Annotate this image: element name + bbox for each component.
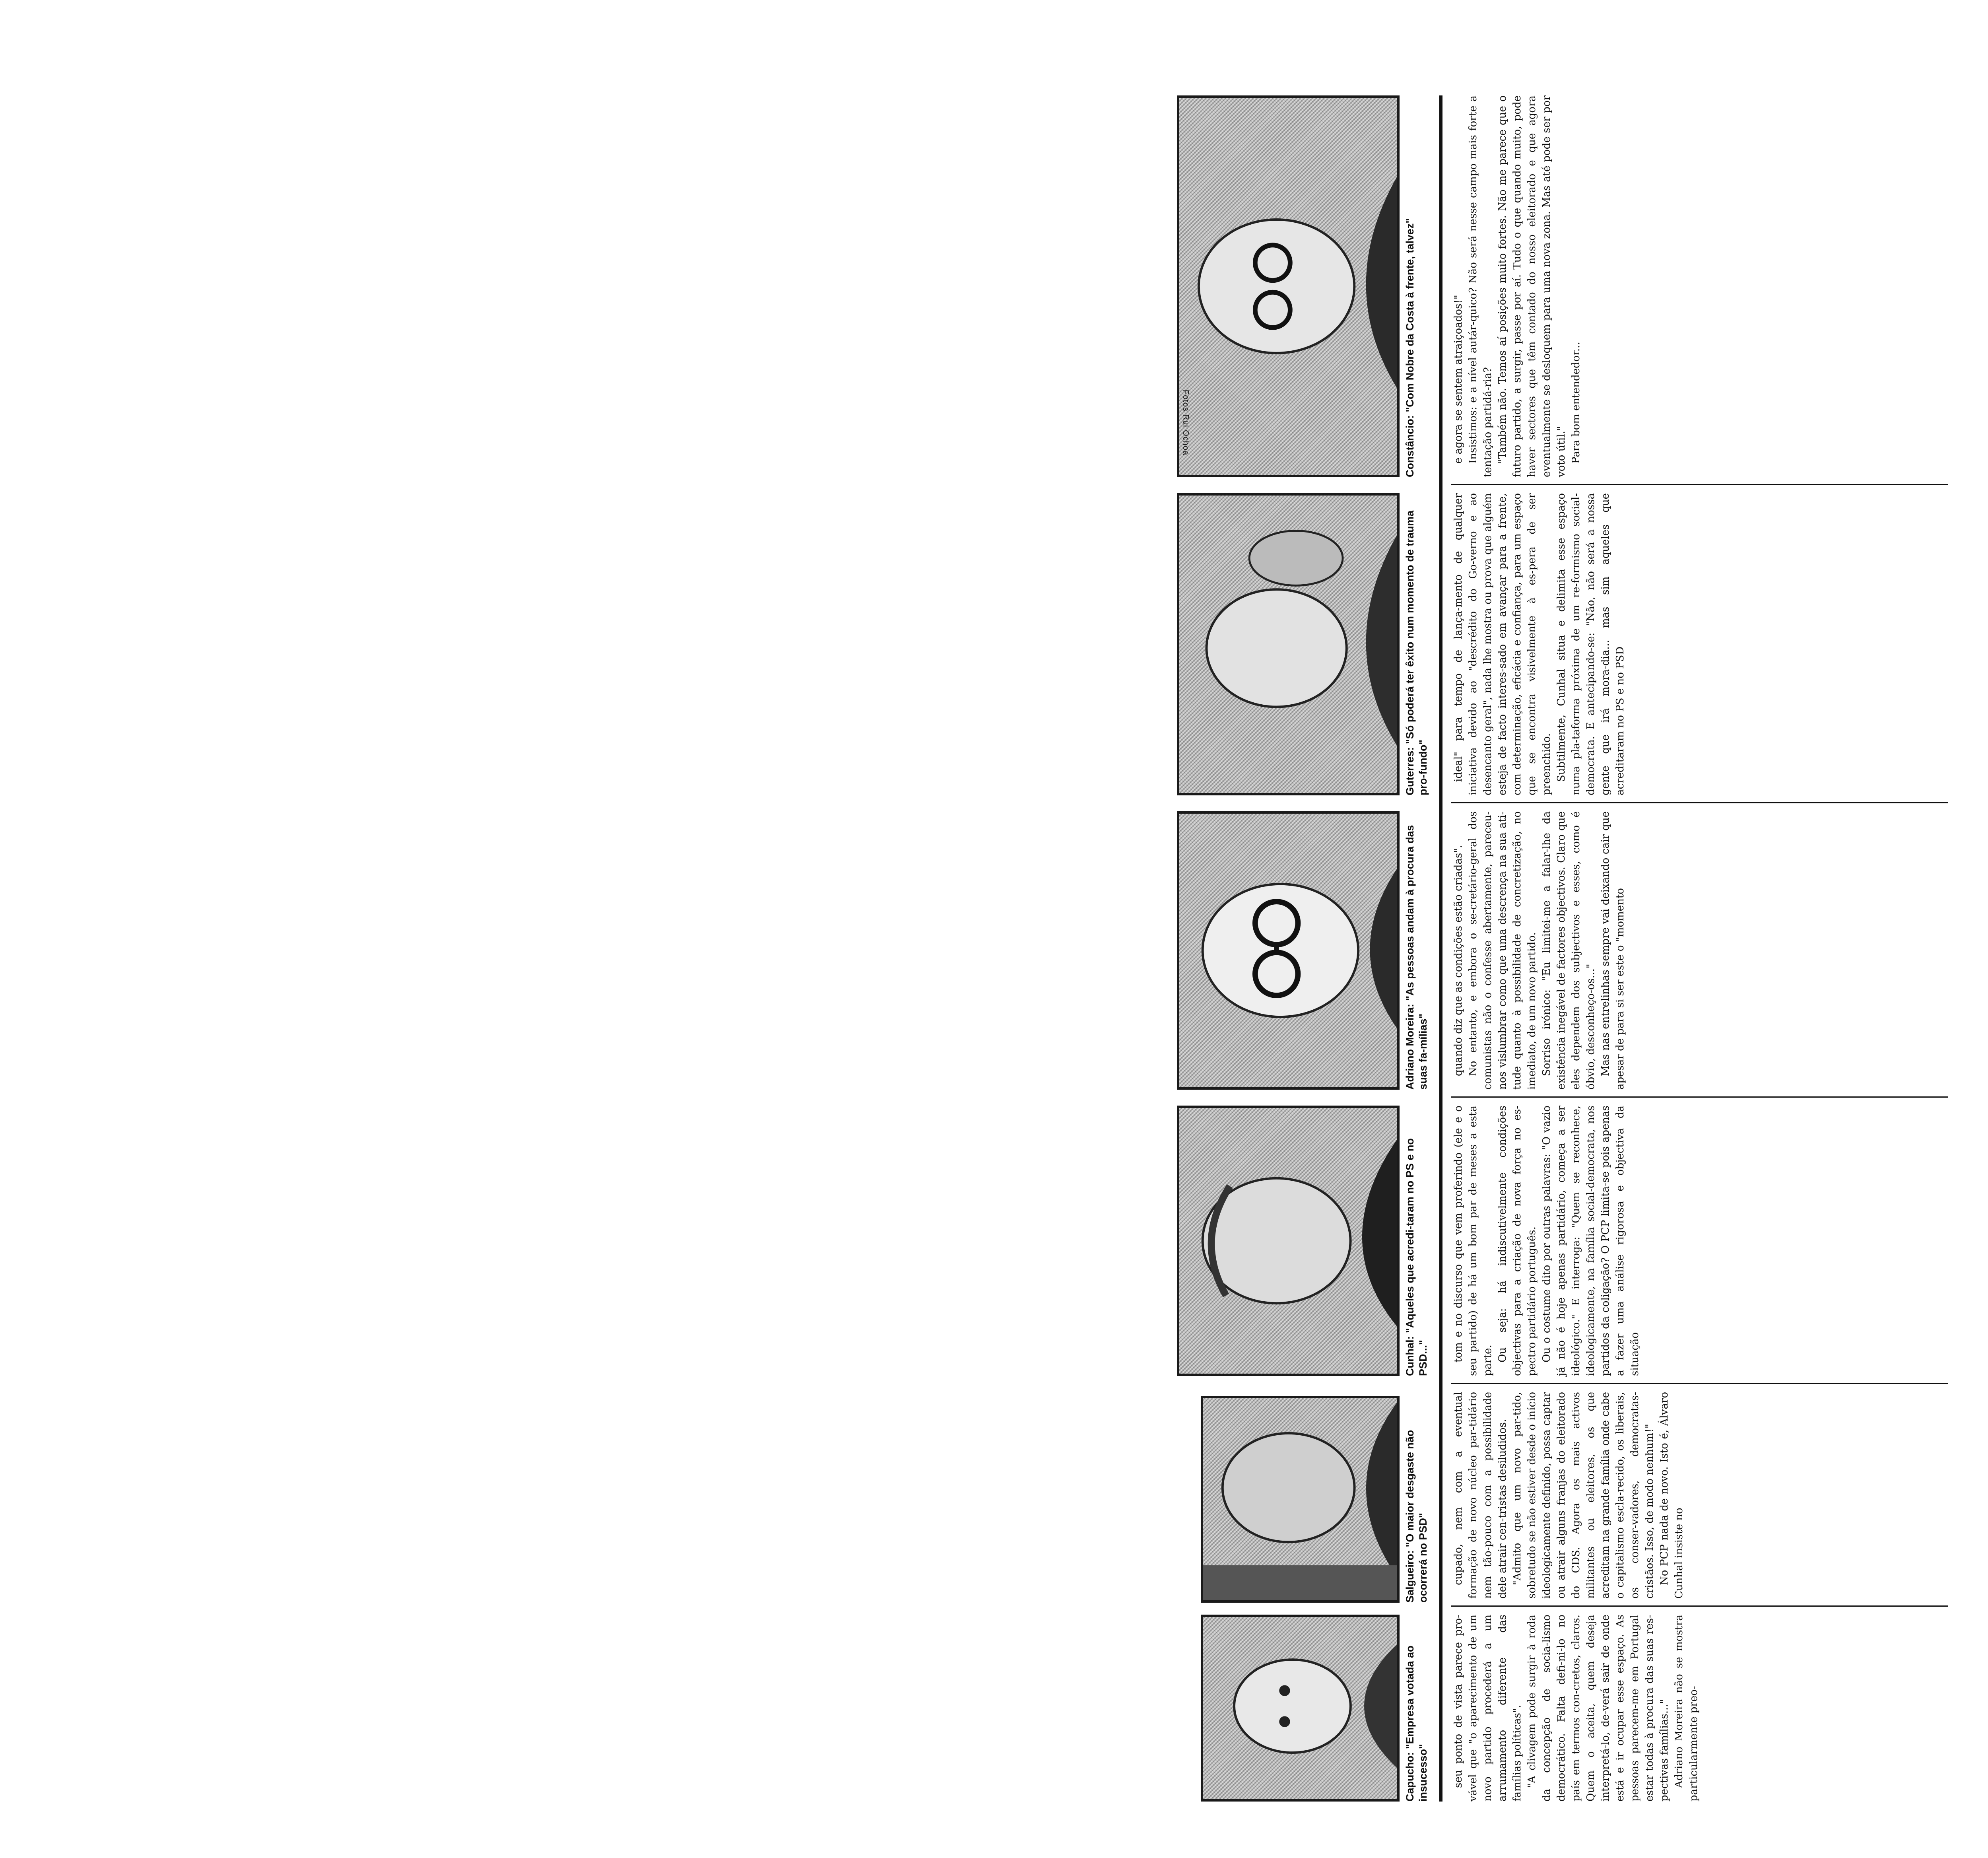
column-divider xyxy=(1451,1605,1948,1607)
article-paragraph: Sorriso irónico: "Eu limitei-me a falar-lhe da existência inegável de factores objectivos. Claro que eles dependem dos subjectivos e esses, como é óbvio, desconheço-os..." xyxy=(1541,811,1597,1090)
article-paragraph: "A clivagem pode surgir à roda da concepção de socia-lismo democrático. Falta defi-ni-lo no país em termos con-cretos, claros. Quem o aceita, quem deseja interpretá-lo, de-verá sair de onde está e ir ocupar esse espaço. As pessoas parecem-me em Portugal estar todas à procura das suas res-pectivas famílias..." xyxy=(1526,1615,1670,1802)
article-paragraph: quando diz que as condições estão criadas". xyxy=(1452,845,1464,1076)
caption-cunhal: Cunhal: "Aqueles que acredi-taram no PS e no PSD..." xyxy=(1404,1138,1429,1376)
article-paragraph: tom e no discurso que vem proferindo (ele e o seu partido) de há um bom par de meses a esta parte. xyxy=(1452,1106,1494,1376)
caption-guterres: Guterres: "Só poderá ter êxito num momento de trauma pro-fundo" xyxy=(1404,510,1429,795)
text-column-6 xyxy=(1451,95,1584,477)
text-column-4 xyxy=(1451,811,1628,1090)
photo-credit: Fotos Rui Ochoa xyxy=(1181,390,1190,456)
article-paragraph: "Admito que um novo par-tido, sobretudo se não estiver desde o início ideologicamente definido, possa captar ou atrair alguns franjas do eleitorado do CDS. Agora os mais activos militantes ou eleitores, os que acreditam na grande família onde cabe o capitalismo escla-recido, os liberais, os conser-vadores, democratas-cristãos. Isso, de modo nenhum!" xyxy=(1511,1392,1656,1599)
top-rule xyxy=(1439,95,1442,1802)
article-paragraph: Insistimos: e a nível autár-quico? Não será nesse campo mais forte a tentação partidá-ria? xyxy=(1467,95,1494,477)
article-paragraph: Para bom entendedor... xyxy=(1570,342,1582,464)
article-paragraph: e agora se sentem atraiçoados!" xyxy=(1452,295,1464,464)
text-column-1 xyxy=(1451,1615,1701,1802)
article-paragraph: Ou seja: há indiscutivelmente condições objectivas para a criação de nova força no es-pectro partidário português. xyxy=(1497,1106,1538,1376)
article-paragraph: ideal" para tempo de lança-mento de qualquer iniciativa devido ao "descrédito do Go-verno e ao desencanto geral", nada lhe mostra ou prova que alguém esteja de facto interes-sado em avançar para a frente, com determinação, eficácia e confiança, para um espaço que se encontra visivelmente à es-pera de ser preenchido. xyxy=(1452,493,1553,795)
column-divider xyxy=(1451,1096,1948,1098)
photo-guterres xyxy=(1177,493,1400,795)
photo-salgueiro xyxy=(1201,1396,1400,1603)
caption-constancio: Constâncio: "Com Nobre da Costa à frente, talvez" xyxy=(1404,218,1416,477)
photo-cunhal xyxy=(1177,1106,1400,1376)
text-column-5 xyxy=(1451,493,1628,795)
article-paragraph: "Também não. Temos aí posições muito fortes. Não me parece que o futuro partido, a surgir, passe por aí. Tudo o que quando muito, pode haver sectores que têm contado do nosso eleitorado e que agora eventualmente se desloquem para uma nova zona. Mas até pode ser por voto útil." xyxy=(1497,95,1567,477)
caption-salgueiro: Salgueiro: "O maior desgaste não ocorrerá no PSD" xyxy=(1404,1430,1429,1603)
photo-capucho xyxy=(1201,1615,1400,1802)
article-paragraph: Mas nas entrelinhas sempre vai deixando cair que apesar de para si ser este o "momento xyxy=(1600,811,1626,1090)
caption-adriano-moreira: Adriano Moreira: "As pessoas andam à procura das suas fa-mílias" xyxy=(1404,825,1429,1090)
photo-constancio xyxy=(1177,95,1400,477)
column-divider xyxy=(1451,484,1948,485)
article-paragraph: No entanto, e embora o se-cretário-geral dos comunistas não o confesse abertamente, pareceu-nos vislumbrar como que uma descrença na sua ati-tude quanto à possibilidade de concretização, no imediato, de um novo partido. xyxy=(1467,811,1538,1090)
photo-adriano-moreira xyxy=(1177,811,1400,1090)
article-paragraph: Ou o costume dito por outras palavras: "O vazio já não é hoje apenas partidário, começa a ser ideológico." E interroga: "Quem se reconhece, ideologicamente, na família social-democrata, nos partidos da coligação? O PCP limita-se pois apenas a fazer uma análise rigorosa e objectiva da situação xyxy=(1541,1106,1641,1376)
article-paragraph: seu ponto de vista parece pro-vável que "o aparecimento de um novo partido procederá a um arrumamento diferente das famílias políticas". xyxy=(1452,1615,1523,1802)
text-column-3 xyxy=(1451,1106,1642,1376)
column-divider xyxy=(1451,1383,1948,1384)
caption-capucho: Capucho: "Empresa votada ao insucesso" xyxy=(1404,1645,1429,1802)
article-paragraph: Subtilmente, Cunhal situa e delimita esse espaço numa pla-taforma próxima de um re-formismo social-democrata. E antecipando-se: "Não, não será a nossa gente que irá mora-dia... mas sim aqueles que acreditaram no PS e no PSD xyxy=(1555,493,1626,795)
column-divider xyxy=(1451,802,1948,803)
article-paragraph: cupado, nem com a eventual formação de novo núcleo par-tidário nem tão-pouco com a possibilidade dele atrair cen-tristas desiludidos. xyxy=(1452,1392,1508,1599)
text-column-2 xyxy=(1451,1392,1687,1599)
article-paragraph: Adriano Moreira não se mostra particularmente preo- xyxy=(1673,1615,1700,1802)
newspaper-clipping xyxy=(1181,91,1988,1802)
article-paragraph: No PCP nada de novo. Isto é, Álvaro Cunhal insiste no xyxy=(1658,1392,1685,1599)
